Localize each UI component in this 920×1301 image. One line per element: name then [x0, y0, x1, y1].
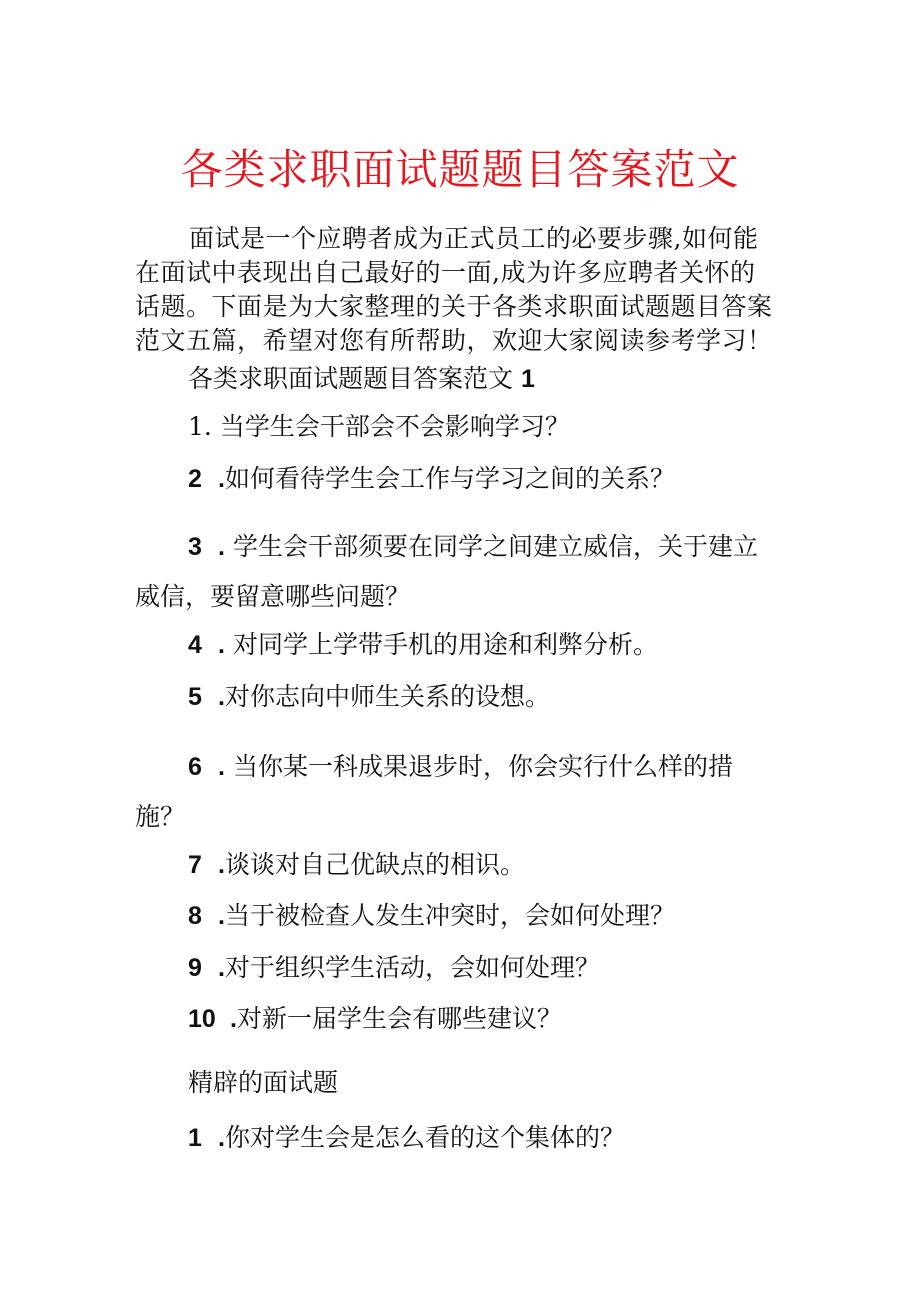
question-text: 对同学上学带手机的用途和利弊分析。 — [232, 630, 658, 659]
question-separator: . — [203, 412, 212, 441]
question-item — [135, 522, 795, 622]
question-separator: . — [218, 902, 225, 930]
question-separator: . — [230, 1005, 237, 1033]
question-item — [188, 410, 570, 444]
question-separator: . — [218, 1124, 225, 1152]
section-heading — [188, 362, 535, 396]
question-separator: . — [218, 851, 225, 879]
question-text: 当你某一科成果退步时，你会实行什么样的措 — [232, 752, 733, 781]
question-number: 6 — [188, 753, 202, 781]
question-number: 5 — [188, 683, 202, 711]
question-item — [188, 1121, 625, 1155]
question-separator: . — [218, 954, 225, 982]
intro-line: 面试是一个应聘者成为正式员工的必要步骤,如何能 — [189, 224, 759, 253]
question-text: 如何看待学生会工作与学习之间的关系？ — [224, 464, 675, 493]
question-text: 学生会干部须要在同学之间建立威信，关于建立 — [232, 532, 758, 561]
question-item — [188, 899, 675, 933]
question-separator: . — [218, 683, 225, 711]
intro-line: 话题。下面是为大家整理的关于各类求职面试题题目答案 — [135, 292, 773, 321]
question-item — [188, 1002, 562, 1036]
question-number: 3 — [188, 533, 202, 561]
question-text: 当于被检查人发生冲突时，会如何处理？ — [224, 901, 675, 930]
question-number: 2 — [188, 465, 202, 493]
question-item — [188, 951, 600, 985]
question-text: 对新一届学生会有哪些建议？ — [236, 1004, 562, 1033]
question-number: 1 — [188, 412, 204, 441]
question-separator: . — [218, 753, 225, 781]
question-number: 8 — [188, 902, 202, 930]
question-text: 对你志向中师生关系的设想。 — [224, 682, 550, 711]
question-number: 4 — [188, 631, 202, 659]
intro-paragraph — [135, 222, 795, 358]
question-item — [188, 628, 658, 662]
question-line-continued: 施？ — [135, 802, 186, 831]
question-number: 10 — [188, 1005, 216, 1033]
question-number: 1 — [188, 1124, 202, 1152]
question-line — [135, 522, 795, 572]
question-number: 9 — [188, 954, 202, 982]
section-heading-number: 1 — [520, 365, 535, 393]
question-text: 对于组织学生活动，会如何处理？ — [224, 953, 600, 982]
intro-line: 范文五篇，希望对您有所帮助，欢迎大家阅读参考学习！ — [135, 326, 773, 355]
question-separator: . — [218, 533, 225, 561]
question-text: 你对学生会是怎么看的这个集体的？ — [224, 1123, 625, 1152]
question-item — [188, 680, 550, 714]
question-line — [135, 742, 795, 792]
intro-line: 在面试中表现出自己最好的一面,成为许多应聘者关怀的 — [135, 258, 756, 287]
question-line-continued: 威信，要留意哪些问题？ — [135, 582, 411, 611]
section-heading: 精辟的面试题 — [188, 1068, 339, 1097]
question-number: 7 — [188, 851, 202, 879]
document-title: 各类求职面试题题目答案范文 — [180, 145, 740, 194]
question-text: 谈谈对自己优缺点的相识。 — [224, 850, 525, 879]
question-item — [188, 462, 675, 496]
section-heading-text: 各类求职面试题题目答案范文 — [188, 364, 514, 393]
question-item — [135, 742, 795, 842]
question-item — [188, 848, 525, 882]
question-separator: . — [218, 631, 225, 659]
question-separator: . — [218, 465, 225, 493]
question-text: 当学生会干部会不会影响学习？ — [219, 412, 570, 441]
